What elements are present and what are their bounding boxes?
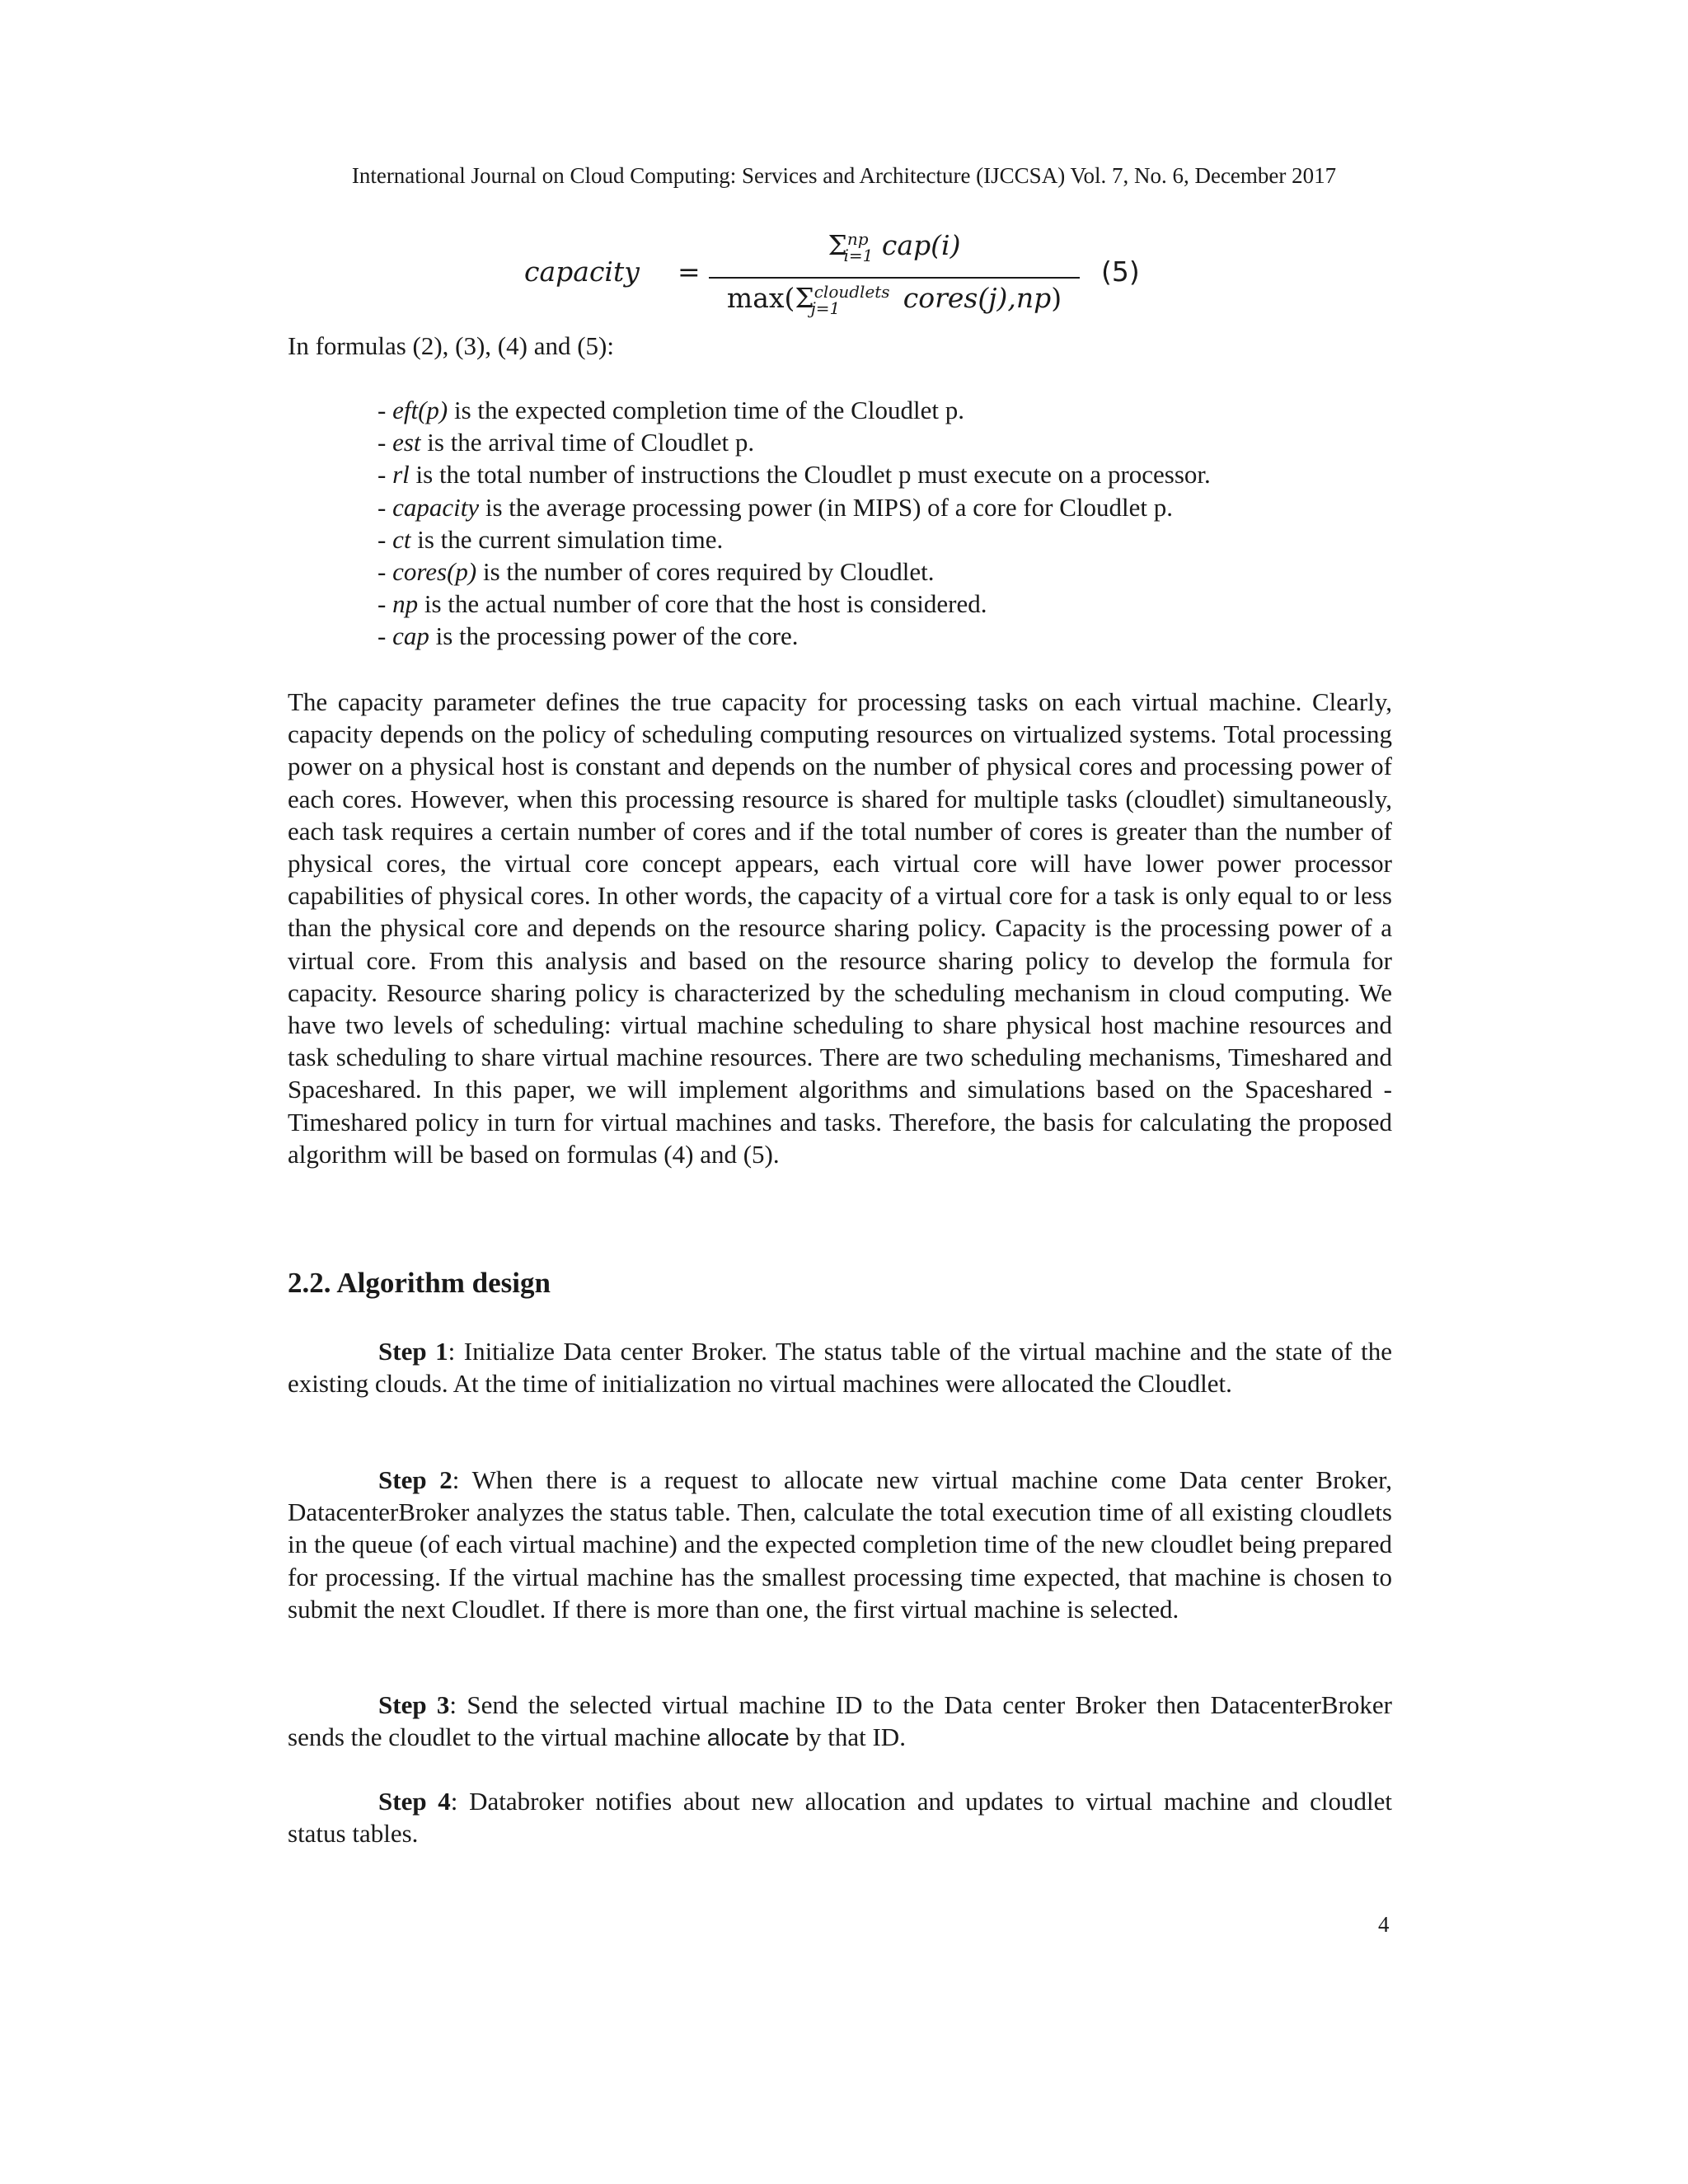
definition-term: eft(p) bbox=[392, 396, 448, 424]
definition-item: - np is the actual number of core that the host is considered. bbox=[377, 589, 987, 619]
definition-item: - cores(p) is the number of cores required by Cloudlet. bbox=[377, 557, 935, 587]
max-function: max( bbox=[726, 282, 795, 314]
capacity-paragraph: The capacity parameter defines the true capacity for processing tasks on each virtual machine. Clearly, capacity depends on the policy of scheduling computing resources on virtualized systems. Total processing power on a physical host is constant and depends on the number of physical cores and processing power of each cores. However, when this processing resource is shared for multiple tasks (cloudlet) simultaneously, each task requires a certain number of cores and if the total number of cores is greater than the number of physical cores, the virtual core concept appears, each virtual core will have lower power processor capabilities of physical cores. In other words, the capacity of a virtual core for a task is only equal to or less than the physical core and depends on the resource sharing policy. Capacity is the processing power of a virtual core. From this analysis and based on the resource sharing policy to develop the formula for capacity. Resource sharing policy is characterized by the scheduling mechanism in cloud computing. We have two levels of scheduling: virtual machine scheduling to share physical host machine resources and task scheduling to share virtual machine resources. There are two scheduling mechanisms, Timeshared and Spaceshared. In this paper, we will implement algorithms and simulations based on the Spaceshared - Timeshared policy in turn for virtual machines and tasks. Therefore, the basis for calculating the proposed algorithm will be based on formulas (4) and (5). bbox=[288, 687, 1392, 1169]
definition-item: - eft(p) is the expected completion time of the Cloudlet p. bbox=[377, 396, 964, 424]
sum-lower-limit: j=1 bbox=[810, 298, 841, 318]
step-label: Step 4 bbox=[378, 1787, 451, 1816]
sum-symbol: Σ bbox=[828, 229, 847, 261]
definition-term: est bbox=[392, 428, 421, 457]
definition-term: rl bbox=[392, 460, 410, 490]
sum-symbol: Σ bbox=[795, 282, 814, 314]
section-heading: 2.2. Algorithm design bbox=[288, 1267, 551, 1299]
definition-item: - ct is the current simulation time. bbox=[377, 524, 724, 554]
algorithm-step-4: Step 4: Databroker notifies about new allocation and updates to virtual machine and cloudlet status tables. bbox=[288, 1787, 1392, 1849]
equation-equals-sign: = bbox=[678, 255, 701, 288]
equation-lhs: capacity bbox=[524, 255, 640, 288]
definition-list bbox=[377, 394, 1211, 653]
definition-term: np bbox=[392, 589, 419, 619]
max-close: ) bbox=[1051, 282, 1062, 314]
definition-item: - cap is the processing power of the core. bbox=[377, 621, 799, 651]
equation-number: (5) bbox=[1101, 255, 1140, 288]
page-number: 4 bbox=[1378, 1912, 1390, 1937]
definition-term: ct bbox=[392, 524, 411, 554]
definition-term: cores(p) bbox=[392, 557, 477, 587]
definition-item: - est is the arrival time of Cloudlet p. bbox=[377, 428, 755, 457]
fraction-bar bbox=[709, 277, 1080, 279]
sum-upper-limit: cloudlets bbox=[814, 282, 890, 302]
sum-lower-limit: i=1 bbox=[843, 245, 874, 265]
running-header: International Journal on Cloud Computing: Services and Architecture (IJCCSA) Vol. 7, No. 6, December 2017 bbox=[351, 163, 1337, 188]
algorithm-step-1: Step 1: Initialize Data center Broker. The status table of the virtual machine and the state of the existing clouds. At the time of initialization no virtual machines were allocated the Cloudlet. bbox=[288, 1337, 1392, 1399]
equation-numerator bbox=[709, 229, 1080, 272]
step-label: Step 1 bbox=[378, 1337, 448, 1366]
denominator-term: cores(j),np bbox=[903, 282, 1052, 314]
definition-term: capacity bbox=[392, 492, 480, 522]
equation-fraction bbox=[709, 229, 1080, 328]
step-label: Step 3 bbox=[378, 1690, 450, 1719]
formulas-intro: In formulas (2), (3), (4) and (5): bbox=[288, 331, 614, 360]
equation-5 bbox=[524, 229, 1167, 328]
numerator-term: cap(i) bbox=[881, 229, 961, 261]
algorithm-step-3: Step 3: Send the selected virtual machine ID to the Data center Broker then DatacenterBroker sends the cloudlet to the virtual machine allocate by that ID. bbox=[288, 1690, 1392, 1752]
definition-term: cap bbox=[392, 621, 429, 651]
sum-upper-limit: np bbox=[846, 229, 869, 249]
step-label: Step 2 bbox=[378, 1465, 452, 1494]
definition-item: - rl is the total number of instructions the Cloudlet p must execute on a processor. bbox=[377, 460, 1211, 490]
definition-item: - capacity is the average processing power (in MIPS) of a core for Cloudlet p. bbox=[377, 492, 1174, 522]
equation-denominator bbox=[709, 282, 1080, 318]
algorithm-step-2: Step 2: When there is a request to allocate new virtual machine come Data center Broker, DatacenterBroker analyzes the status table. Then, calculate the total execution time of all existing cloudlets in the queue (of each virtual machine) and the expected completion time of the new cloudlet being prepared for processing. If the virtual machine has the smallest processing time expected, that machine is chosen to submit the next Cloudlet. If there is more than one, the first virtual machine is selected. bbox=[288, 1465, 1392, 1624]
